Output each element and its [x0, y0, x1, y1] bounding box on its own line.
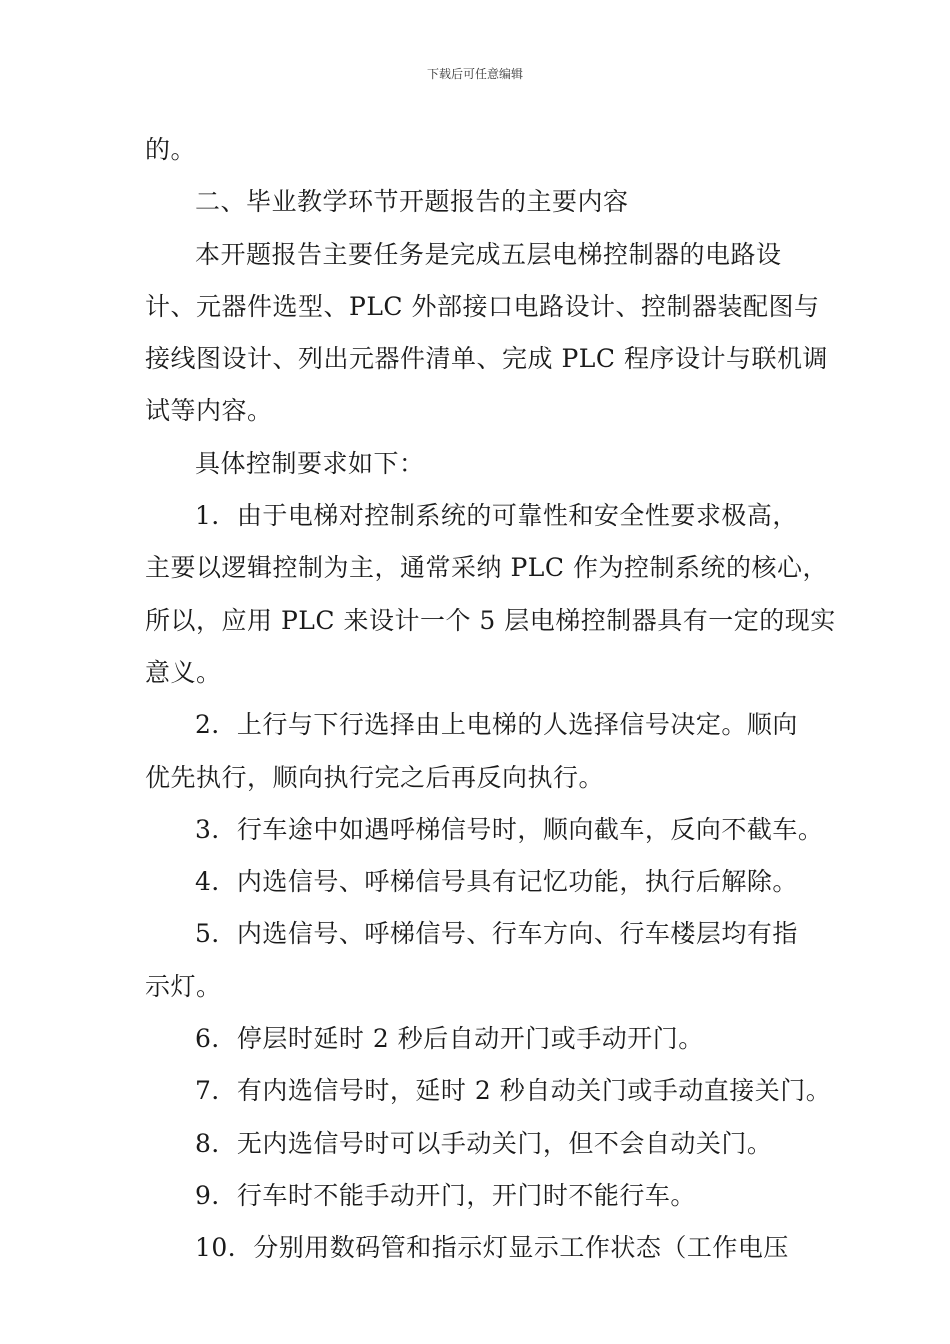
- text-line: 的。: [145, 135, 197, 164]
- list-item: 3．行车途中如遇呼梯信号时，顺向截车，反向不截车。: [195, 814, 824, 844]
- text-line: 所以，应用 PLC 来设计一个 5 层电梯控制器具有一定的现实: [145, 605, 836, 635]
- list-item: 5．内选信号、呼梯信号、行车方向、行车楼层均有指: [195, 919, 798, 949]
- list-item: 9．行车时不能手动开门，开门时不能行车。: [195, 1180, 696, 1210]
- section-heading: 二、毕业教学环节开题报告的主要内容: [195, 187, 629, 217]
- text-line: 试等内容。: [145, 396, 273, 426]
- text-line: 本开题报告主要任务是完成五层电梯控制器的电路设: [195, 239, 782, 269]
- page-header: 下载后可任意编辑: [426, 67, 523, 81]
- document-body: [145, 124, 836, 1275]
- list-item: 7．有内选信号时，延时 2 秒自动关门或手动直接关门。: [195, 1076, 832, 1106]
- text-line: 优先执行，顺向执行完之后再反向执行。: [145, 762, 605, 792]
- text-line: 具体控制要求如下：: [195, 448, 425, 478]
- list-item: 2．上行与下行选择由上电梯的人选择信号决定。顺向: [195, 710, 798, 740]
- list-item: 4．内选信号、呼梯信号具有记忆功能，执行后解除。: [195, 867, 798, 897]
- list-item: 1．由于电梯对控制系统的可靠性和安全性要求极高，: [195, 501, 798, 531]
- list-item: 10．分别用数码管和指示灯显示工作状态（工作电压: [195, 1233, 789, 1263]
- text-line: 接线图设计、列出元器件清单、完成 PLC 程序设计与联机调: [145, 344, 828, 374]
- text-line: 计、元器件选型、PLC 外部接口电路设计、控制器装配图与: [145, 291, 820, 321]
- list-item: 6．停层时延时 2 秒后自动开门或手动开门。: [195, 1024, 704, 1054]
- text-line: 主要以逻辑控制为主，通常采纳 PLC 作为控制系统的核心，: [145, 553, 828, 583]
- list-item: 8．无内选信号时可以手动关门，但不会自动关门。: [195, 1128, 773, 1158]
- text-line: 意义。: [145, 657, 222, 687]
- text-line: 示灯。: [145, 971, 222, 1001]
